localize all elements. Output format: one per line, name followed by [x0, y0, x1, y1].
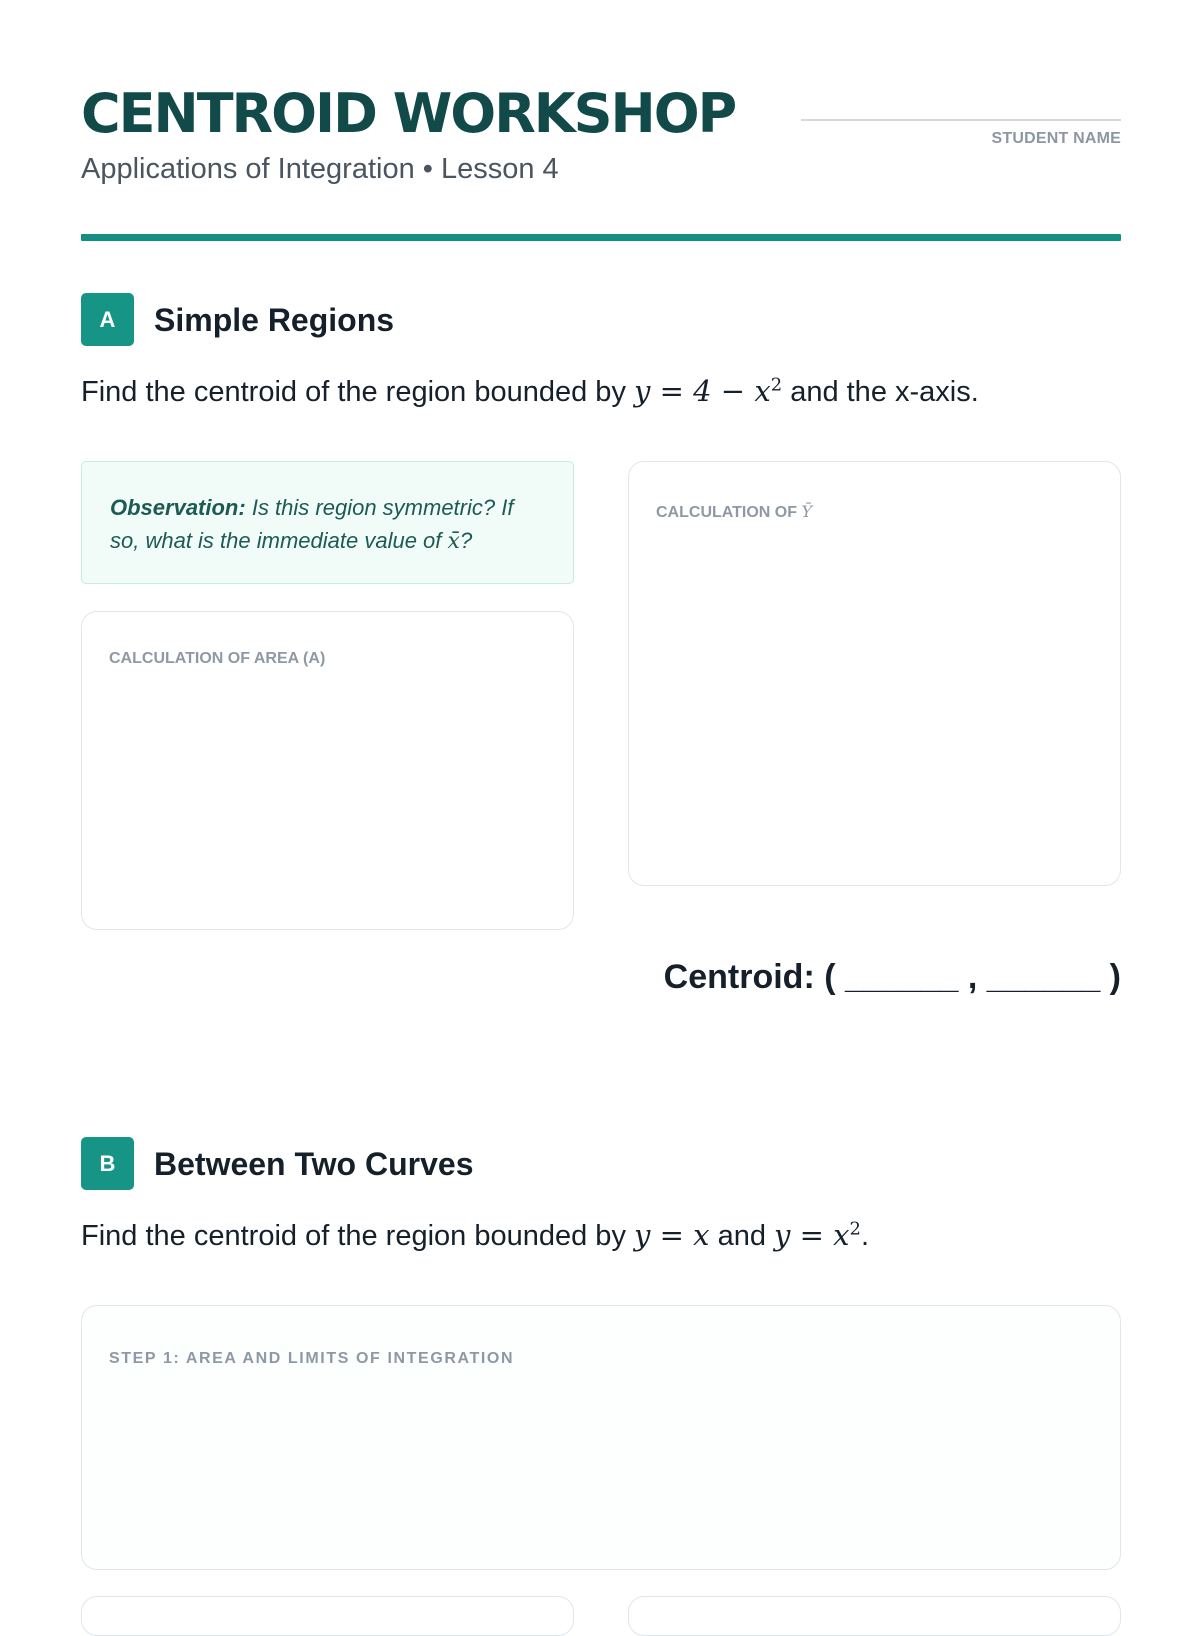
- page-title: CENTROID WORKSHOP: [81, 82, 736, 145]
- xbar-symbol: x̄: [447, 529, 460, 554]
- ybar-calculation-label: CALCULATION OF Ȳ: [656, 502, 813, 521]
- area-calculation-box[interactable]: [81, 611, 574, 930]
- next-work-box-left[interactable]: [81, 1596, 574, 1636]
- prompt-equation-1: y = x: [634, 1218, 710, 1252]
- centroid-answer[interactable]: Centroid: ( ______ , ______ ): [663, 958, 1121, 996]
- prompt-text: Find the centroid of the region bounded by: [81, 376, 626, 408]
- prompt-text-end: and the x-axis.: [790, 376, 979, 408]
- prompt-and: and: [717, 1220, 766, 1252]
- student-name-label: STUDENT NAME: [991, 130, 1121, 147]
- section-a-prompt: [81, 374, 979, 409]
- section-b-prompt: Find the centroid of the region bounded by y = x and $y = x^2$.: [81, 1218, 869, 1252]
- observation-callout: Observation: Is this region symmetric? If so, what is the immediate value of x̄?: [81, 461, 574, 584]
- ybar-calculation-box[interactable]: [628, 461, 1121, 886]
- observation-text: Is this region symmetric? If so, what is the immediate value of: [110, 495, 514, 553]
- student-name-field[interactable]: [801, 119, 1121, 121]
- prompt-equation: $y = 4 - x^2$: [634, 374, 783, 408]
- step1-work-box[interactable]: [81, 1305, 1121, 1570]
- area-calculation-label: CALCULATION OF AREA (A): [109, 650, 326, 667]
- section-b-title: Between Two Curves: [154, 1146, 474, 1182]
- observation-label: Observation:: [110, 495, 246, 520]
- prompt-text: Find the centroid of the region bounded by: [81, 1220, 626, 1252]
- prompt-equation-2: $y = x^2$: [774, 1218, 861, 1252]
- section-a-title: Simple Regions: [154, 302, 395, 338]
- header-divider: [81, 234, 1121, 241]
- section-a-badge: A: [81, 293, 134, 346]
- section-b-badge: B: [81, 1137, 134, 1190]
- worksheet-page: [81, 0, 1121, 1600]
- next-work-box-right[interactable]: [628, 1596, 1121, 1636]
- page-subtitle: Applications of Integration • Lesson 4: [81, 153, 559, 185]
- step1-label: STEP 1: AREA AND LIMITS OF INTEGRATION: [109, 1350, 515, 1367]
